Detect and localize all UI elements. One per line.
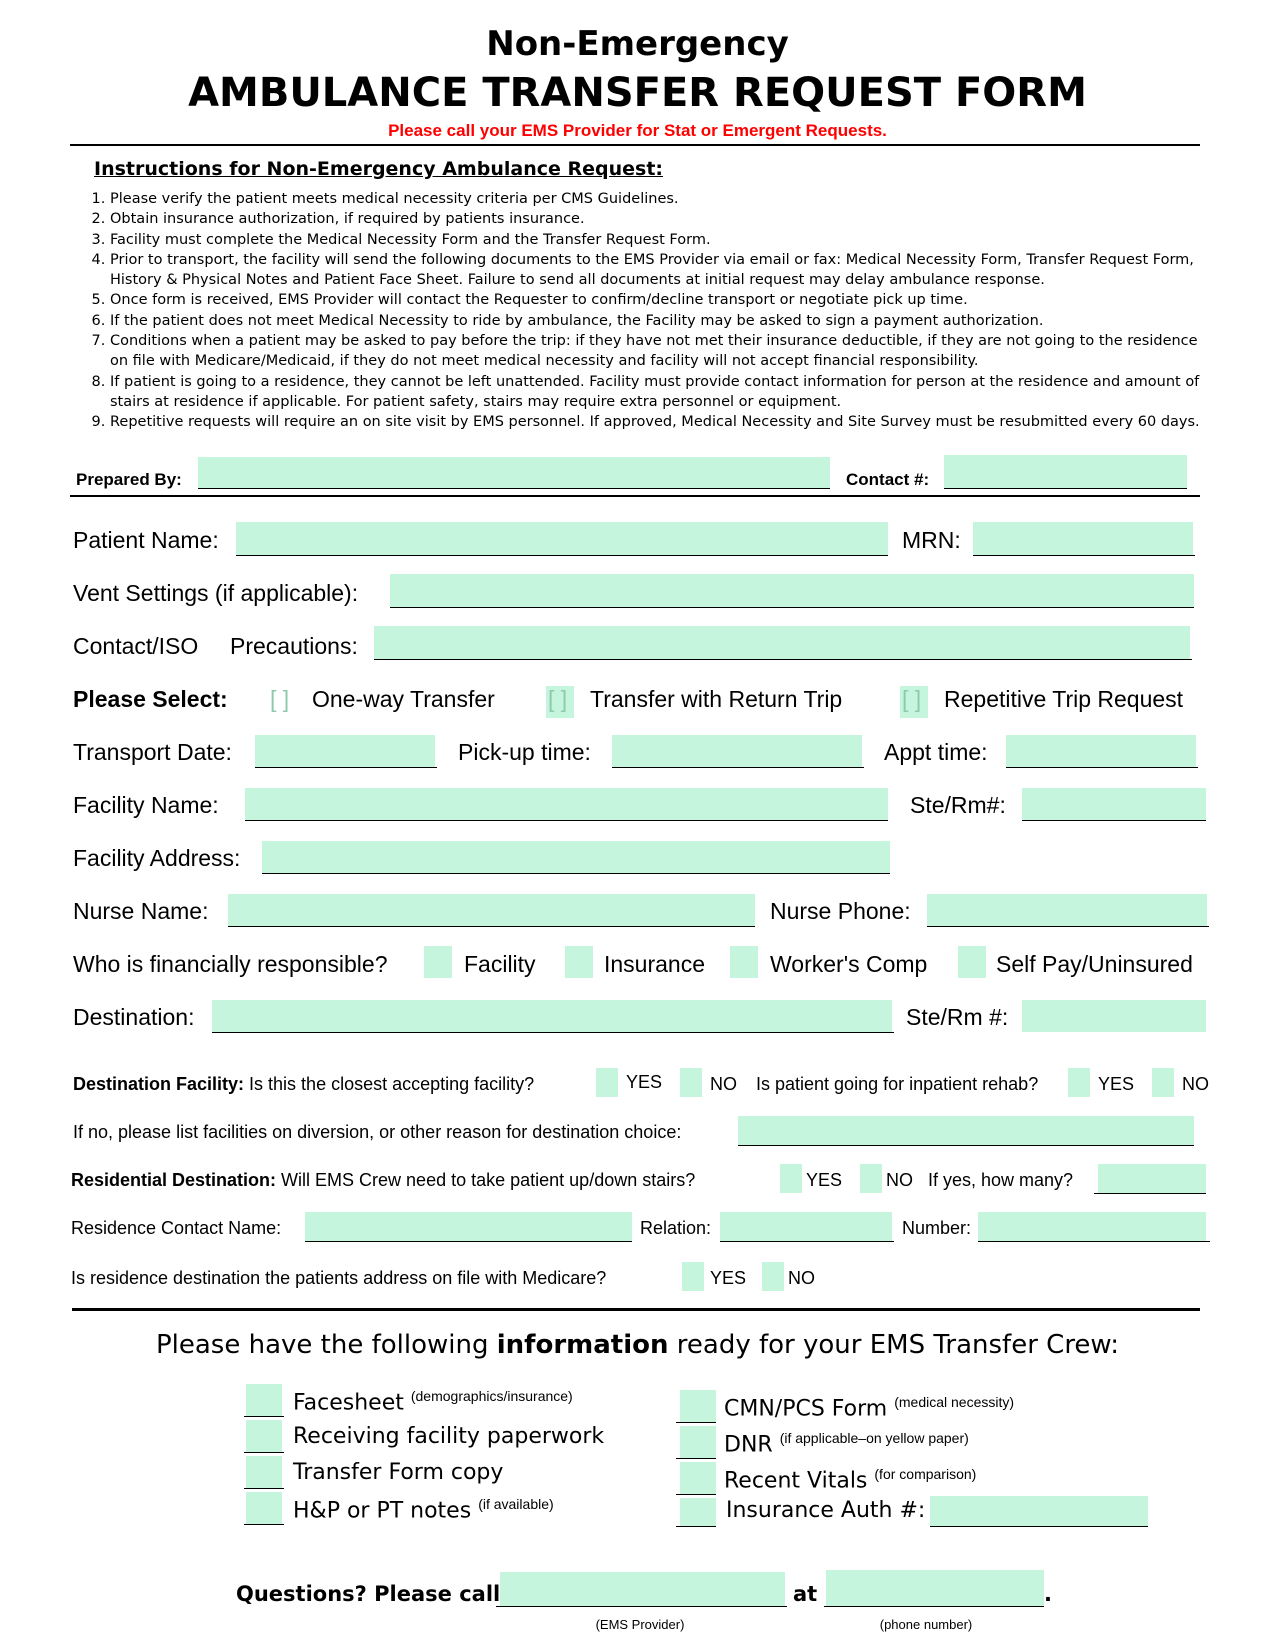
- nurse-phone-line: [927, 926, 1209, 927]
- recent-vitals-line: [676, 1494, 716, 1495]
- diversion-field[interactable]: [738, 1116, 1194, 1145]
- at-label: at: [793, 1582, 818, 1606]
- number-line: [978, 1241, 1210, 1242]
- return-trip-checkbox[interactable]: [ ]: [548, 686, 568, 712]
- ste-rm-line: [1022, 820, 1206, 821]
- number-label: Number:: [902, 1218, 972, 1238]
- facility-address-field[interactable]: [262, 841, 890, 873]
- title-line-1: Non-Emergency: [486, 24, 789, 64]
- please-select-label: Please Select:: [73, 686, 228, 712]
- phone-number-caption: (phone number): [879, 1617, 973, 1632]
- instruction-item: 2. Obtain insurance authorization, if required by patients insurance.: [110, 209, 1220, 229]
- destination-field[interactable]: [212, 1000, 892, 1032]
- hp-notes-line: [244, 1524, 284, 1525]
- cmn-pcs-line: [676, 1422, 716, 1423]
- prepared-by-line: [198, 488, 830, 489]
- insurance-auth-label: Insurance Auth #:: [726, 1498, 926, 1523]
- stairs-yes-label: YES: [806, 1170, 843, 1190]
- dnr-line: [676, 1458, 716, 1459]
- mrn-field[interactable]: [973, 522, 1193, 555]
- patient-name-line: [236, 555, 888, 556]
- facility-option-label: Facility: [464, 951, 536, 977]
- instructions-heading: Instructions for Non-Emergency Ambulance Request:: [94, 158, 663, 180]
- ems-provider-line: [496, 1606, 787, 1607]
- transfer-form-line: [244, 1488, 284, 1489]
- how-many-line: [1094, 1193, 1206, 1194]
- facility-name-field[interactable]: [245, 788, 888, 820]
- instruction-item: 8. If patient is going to a residence, they cannot be left unattended. Facility must provide contact information for person at the residence and amount of stairs at residence if applicable. For patient safety, stairs may require extra personnel or equipment.: [110, 372, 1220, 413]
- return-trip-label: Transfer with Return Trip: [590, 686, 843, 712]
- header-divider: [70, 144, 1200, 146]
- inpatient-rehab-question: Is patient going for inpatient rehab?: [756, 1074, 1039, 1094]
- hp-notes-label: H&P or PT notes: [293, 1498, 472, 1524]
- closest-no-checkbox[interactable]: [680, 1068, 702, 1097]
- dnr-checkbox[interactable]: [680, 1426, 716, 1458]
- nurse-phone-field[interactable]: [927, 894, 1207, 926]
- repetitive-checkbox[interactable]: [ ]: [902, 686, 922, 712]
- residence-contact-label: Residence Contact Name:: [71, 1218, 282, 1238]
- destination-line: [212, 1032, 894, 1033]
- instruction-item: 1. Please verify the patient meets medical necessity criteria per CMS Guidelines.: [110, 189, 1220, 209]
- stairs-no-label: NO: [886, 1170, 913, 1190]
- facesheet-line: [244, 1416, 284, 1417]
- phone-number-field[interactable]: [826, 1570, 1044, 1606]
- facesheet-checkbox[interactable]: [246, 1384, 282, 1416]
- hp-notes-item: [293, 1496, 554, 1523]
- dnr-item: [724, 1430, 969, 1457]
- medicare-yes-checkbox[interactable]: [682, 1262, 704, 1291]
- relation-label: Relation:: [640, 1218, 712, 1238]
- closest-no-label: NO: [710, 1074, 737, 1094]
- appt-time-line: [1006, 767, 1198, 768]
- dnr-note: (if applicable–on yellow paper): [779, 1430, 969, 1446]
- insurance-auth-line: [930, 1526, 1148, 1527]
- instruction-item: 3. Facility must complete the Medical Necessity Form and the Transfer Request Form.: [110, 230, 1220, 250]
- recent-vitals-item: [724, 1466, 976, 1493]
- precautions-label: Precautions:: [230, 633, 358, 659]
- relation-line: [720, 1241, 894, 1242]
- destination-label: Destination:: [73, 1004, 195, 1030]
- footer-period: .: [1044, 1582, 1052, 1606]
- cmn-pcs-checkbox[interactable]: [680, 1390, 716, 1422]
- recent-vitals-checkbox[interactable]: [680, 1462, 716, 1494]
- pickup-time-line: [612, 767, 864, 768]
- number-field[interactable]: [978, 1212, 1206, 1241]
- info-heading-post: ready for your EMS Transfer Crew:: [668, 1330, 1120, 1360]
- vent-settings-line: [390, 607, 1194, 608]
- transport-date-field[interactable]: [255, 735, 435, 767]
- insurance-auth-checkbox[interactable]: [680, 1498, 716, 1526]
- closest-yes-label: YES: [626, 1072, 663, 1092]
- cmn-pcs-item: [724, 1394, 1014, 1421]
- info-heading-pre: Please have the following: [155, 1330, 497, 1360]
- diversion-line: [738, 1145, 1194, 1146]
- phone-number-line: [824, 1606, 1044, 1607]
- nurse-name-field[interactable]: [228, 894, 755, 926]
- dest-ste-rm-label: Ste/Rm #:: [906, 1004, 1009, 1030]
- insurance-auth-check-line: [676, 1526, 716, 1527]
- nurse-name-label: Nurse Name:: [73, 898, 209, 924]
- ems-provider-caption: (EMS Provider): [595, 1617, 685, 1632]
- nurse-phone-label: Nurse Phone:: [770, 898, 911, 924]
- info-heading-bold: information: [496, 1330, 669, 1360]
- form-title: AMBULANCE TRANSFER REQUEST FORM: [188, 70, 1087, 116]
- stairs-question: Will EMS Crew need to take patient up/down stairs?: [281, 1170, 696, 1190]
- prepared-by-label: Prepared By:: [76, 470, 182, 489]
- self-pay-label: Self Pay/Uninsured: [996, 951, 1193, 977]
- contact-number-field[interactable]: [944, 455, 1187, 488]
- patient-name-field[interactable]: [236, 522, 888, 555]
- questions-label: Questions? Please call: [236, 1582, 501, 1606]
- closest-yes-checkbox[interactable]: [596, 1068, 618, 1097]
- how-many-field[interactable]: [1098, 1164, 1206, 1193]
- emergency-notice: Please call your EMS Provider for Stat or Emergent Requests.: [388, 121, 887, 140]
- relation-field[interactable]: [720, 1212, 892, 1241]
- info-divider: [72, 1308, 1200, 1311]
- residence-contact-line: [305, 1241, 632, 1242]
- nurse-name-line: [228, 926, 755, 927]
- pickup-time-label: Pick-up time:: [458, 739, 591, 765]
- transfer-form-checkbox[interactable]: [246, 1456, 282, 1488]
- instruction-item: 4. Prior to transport, the facility will send the following documents to the EMS Provider via email or fax: Medical Necessity Form, Transfer Request Form, History & Physical Notes and Patient Face Sheet. Failure to send all documents at initial request may delay ambulance response.: [110, 250, 1220, 291]
- pickup-time-field[interactable]: [612, 735, 862, 767]
- one-way-label: One-way Transfer: [312, 686, 495, 712]
- destination-facility-row: [73, 1074, 534, 1095]
- precautions-field[interactable]: [374, 626, 1190, 659]
- medicare-yes-label: YES: [710, 1268, 747, 1288]
- one-way-checkbox[interactable]: [ ]: [270, 686, 290, 712]
- instruction-item: 5. Once form is received, EMS Provider will contact the Requester to confirm/decline transport or negotiate pick up time.: [110, 290, 1220, 310]
- appt-time-label: Appt time:: [884, 739, 988, 765]
- destination-facility-label: Destination Facility:: [73, 1074, 245, 1094]
- ste-rm-label: Ste/Rm#:: [910, 792, 1006, 818]
- medicare-no-checkbox[interactable]: [762, 1262, 784, 1291]
- hp-notes-checkbox[interactable]: [246, 1492, 282, 1524]
- diversion-label: If no, please list facilities on diversion, or other reason for destination choice:: [73, 1122, 682, 1142]
- hp-notes-note: (if available): [478, 1496, 554, 1512]
- info-heading: [0, 1330, 1275, 1360]
- financial-responsible-label: Who is financially responsible?: [73, 951, 388, 977]
- dnr-label: DNR: [724, 1432, 773, 1458]
- contact-iso-label: Contact/ISO: [73, 633, 199, 659]
- how-many-label: If yes, how many?: [928, 1170, 1074, 1190]
- workers-comp-label: Worker's Comp: [770, 951, 928, 977]
- recent-vitals-note: (for comparison): [874, 1466, 977, 1482]
- receiving-paperwork-line: [244, 1452, 284, 1453]
- contact-number-label: Contact #:: [846, 470, 930, 489]
- cmn-pcs-label: CMN/PCS Form: [724, 1396, 888, 1422]
- stairs-yes-checkbox[interactable]: [780, 1164, 802, 1193]
- insurance-option-label: Insurance: [604, 951, 706, 977]
- residential-destination-label: Residential Destination:: [71, 1170, 277, 1190]
- rehab-no-checkbox[interactable]: [1152, 1068, 1174, 1097]
- mrn-label: MRN:: [902, 527, 961, 553]
- transfer-form-item: Transfer Form copy: [293, 1460, 504, 1485]
- instruction-item: 7. Conditions when a patient may be asked to pay before the trip: if they have not met their insurance deductible, if they are not going to the residence on file with Medicare/Medicaid, if they do not meet medical necessity and facility will not accept financial responsibility.: [110, 331, 1220, 372]
- ems-provider-field[interactable]: [500, 1572, 785, 1606]
- facility-name-label: Facility Name:: [73, 792, 219, 818]
- transport-date-line: [255, 767, 437, 768]
- facesheet-item: [293, 1388, 573, 1415]
- insurance-auth-field[interactable]: [930, 1496, 1148, 1526]
- insurance-checkbox[interactable]: [565, 946, 593, 978]
- medicare-question: Is residence destination the patients address on file with Medicare?: [71, 1268, 607, 1288]
- facesheet-note: (demographics/insurance): [410, 1388, 573, 1404]
- patient-name-label: Patient Name:: [73, 527, 219, 553]
- workers-comp-checkbox[interactable]: [730, 946, 758, 978]
- residence-contact-field[interactable]: [305, 1212, 632, 1241]
- recent-vitals-label: Recent Vitals: [724, 1468, 868, 1494]
- dest-ste-rm-field[interactable]: [1022, 1000, 1206, 1032]
- mrn-line: [973, 555, 1195, 556]
- instruction-item: 9. Repetitive requests will require an on site visit by EMS personnel. If approved, Medical Necessity and Site Survey must be resubmitted every 60 days.: [110, 412, 1220, 432]
- rehab-yes-checkbox[interactable]: [1068, 1068, 1090, 1097]
- precautions-line: [374, 659, 1192, 660]
- closest-question: Is this the closest accepting facility?: [249, 1074, 535, 1094]
- self-pay-checkbox[interactable]: [958, 946, 986, 978]
- instruction-item: 6. If the patient does not meet Medical Necessity to ride by ambulance, the Facility may be asked to sign a payment authorization.: [110, 311, 1220, 331]
- residential-row: [71, 1170, 695, 1191]
- prepared-by-field[interactable]: [198, 457, 830, 488]
- repetitive-label: Repetitive Trip Request: [944, 686, 1184, 712]
- stairs-no-checkbox[interactable]: [860, 1164, 882, 1193]
- contact-number-line: [944, 488, 1187, 489]
- rehab-yes-label: YES: [1098, 1074, 1135, 1094]
- vent-settings-field[interactable]: [390, 574, 1194, 607]
- receiving-paperwork-checkbox[interactable]: [246, 1420, 282, 1452]
- facility-name-line: [245, 820, 888, 821]
- facility-address-label: Facility Address:: [73, 845, 241, 871]
- vent-settings-label: Vent Settings (if applicable):: [73, 580, 359, 606]
- ste-rm-field[interactable]: [1022, 788, 1206, 820]
- facility-address-line: [262, 873, 890, 874]
- facility-checkbox[interactable]: [424, 946, 452, 978]
- transport-date-label: Transport Date:: [73, 739, 232, 765]
- appt-time-field[interactable]: [1006, 735, 1196, 767]
- facesheet-label: Facesheet: [293, 1390, 404, 1416]
- instructions-list: [84, 189, 1220, 433]
- prepared-divider: [70, 495, 1200, 497]
- receiving-paperwork-item: Receiving facility paperwork: [293, 1424, 605, 1449]
- rehab-no-label: NO: [1182, 1074, 1209, 1094]
- medicare-no-label: NO: [788, 1268, 815, 1288]
- cmn-pcs-note: (medical necessity): [894, 1394, 1015, 1410]
